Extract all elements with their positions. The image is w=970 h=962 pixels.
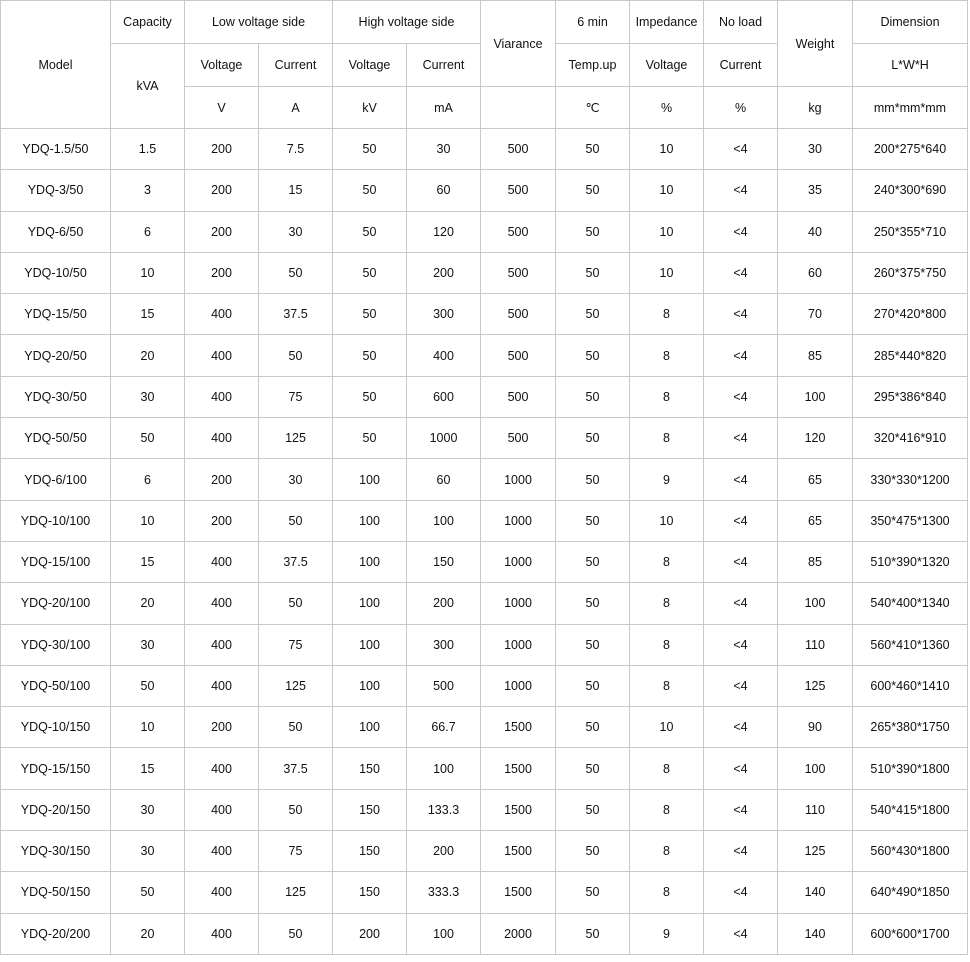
cell-high-current: 600	[407, 376, 481, 417]
cell-temp-up: 50	[556, 624, 630, 665]
cell-variance: 500	[481, 376, 556, 417]
cell-temp-up: 50	[556, 129, 630, 170]
cell-temp-up: 50	[556, 335, 630, 376]
cell-high-voltage: 100	[333, 500, 407, 541]
table-row	[1, 500, 968, 541]
cell-high-current: 200	[407, 831, 481, 872]
table-row	[1, 583, 968, 624]
cell-no-load-current: <4	[704, 459, 778, 500]
table-row	[1, 170, 968, 211]
cell-low-voltage: 200	[185, 211, 259, 252]
cell-low-voltage: 200	[185, 129, 259, 170]
cell-no-load-current: <4	[704, 418, 778, 459]
header-temp-line1: 6 min	[556, 1, 630, 44]
header-temp-unit: ℃	[556, 87, 630, 129]
cell-low-current: 50	[259, 913, 333, 954]
cell-temp-up: 50	[556, 418, 630, 459]
cell-dimension: 200*275*640	[853, 129, 968, 170]
cell-low-voltage: 400	[185, 376, 259, 417]
table-row	[1, 211, 968, 252]
cell-model: YDQ-3/50	[1, 170, 111, 211]
cell-low-current: 125	[259, 418, 333, 459]
cell-low-current: 30	[259, 459, 333, 500]
cell-capacity: 10	[111, 252, 185, 293]
cell-impedance: 8	[630, 872, 704, 913]
cell-low-voltage: 200	[185, 459, 259, 500]
cell-capacity: 30	[111, 376, 185, 417]
cell-weight: 65	[778, 500, 853, 541]
cell-dimension: 510*390*1320	[853, 541, 968, 582]
cell-low-current: 30	[259, 211, 333, 252]
cell-low-voltage: 400	[185, 418, 259, 459]
cell-dimension: 285*440*820	[853, 335, 968, 376]
header-capacity-unit: kVA	[111, 44, 185, 129]
cell-impedance: 10	[630, 129, 704, 170]
header-high-voltage-side: High voltage side	[333, 1, 481, 44]
cell-low-current: 15	[259, 170, 333, 211]
header-model: Model	[1, 1, 111, 129]
cell-variance: 1000	[481, 665, 556, 706]
cell-model: YDQ-15/150	[1, 748, 111, 789]
cell-temp-up: 50	[556, 913, 630, 954]
header-impedance-line1: Impedance	[630, 1, 704, 44]
cell-impedance: 10	[630, 707, 704, 748]
cell-high-voltage: 50	[333, 376, 407, 417]
cell-dimension: 330*330*1200	[853, 459, 968, 500]
cell-high-current: 300	[407, 624, 481, 665]
cell-high-voltage: 50	[333, 252, 407, 293]
table-row	[1, 624, 968, 665]
cell-weight: 85	[778, 541, 853, 582]
cell-low-current: 75	[259, 831, 333, 872]
cell-capacity: 1.5	[111, 129, 185, 170]
cell-model: YDQ-30/150	[1, 831, 111, 872]
cell-high-current: 200	[407, 583, 481, 624]
cell-low-current: 37.5	[259, 541, 333, 582]
table-row	[1, 789, 968, 830]
cell-model: YDQ-6/50	[1, 211, 111, 252]
cell-low-current: 50	[259, 335, 333, 376]
cell-variance: 500	[481, 170, 556, 211]
cell-capacity: 50	[111, 872, 185, 913]
cell-capacity: 30	[111, 624, 185, 665]
cell-low-current: 37.5	[259, 294, 333, 335]
cell-variance: 500	[481, 252, 556, 293]
header-noload-unit: %	[704, 87, 778, 129]
table-row	[1, 459, 968, 500]
cell-high-current: 400	[407, 335, 481, 376]
cell-high-voltage: 100	[333, 665, 407, 706]
cell-temp-up: 50	[556, 170, 630, 211]
cell-no-load-current: <4	[704, 748, 778, 789]
cell-high-current: 100	[407, 913, 481, 954]
header-low-voltage-side: Low voltage side	[185, 1, 333, 44]
cell-temp-up: 50	[556, 252, 630, 293]
cell-temp-up: 50	[556, 748, 630, 789]
cell-impedance: 8	[630, 831, 704, 872]
cell-dimension: 265*380*1750	[853, 707, 968, 748]
header-dimension-unit: mm*mm*mm	[853, 87, 968, 129]
cell-weight: 40	[778, 211, 853, 252]
cell-variance: 1000	[481, 624, 556, 665]
cell-variance: 2000	[481, 913, 556, 954]
cell-impedance: 8	[630, 789, 704, 830]
cell-high-voltage: 150	[333, 831, 407, 872]
cell-low-current: 125	[259, 665, 333, 706]
cell-impedance: 8	[630, 376, 704, 417]
cell-variance: 1500	[481, 872, 556, 913]
cell-weight: 85	[778, 335, 853, 376]
cell-impedance: 8	[630, 748, 704, 789]
header-noload-line1: No load	[704, 1, 778, 44]
header-temp-line2: Temp.up	[556, 44, 630, 87]
header-noload-line2: Current	[704, 44, 778, 87]
cell-high-current: 100	[407, 748, 481, 789]
table-row	[1, 418, 968, 459]
cell-low-voltage: 400	[185, 541, 259, 582]
cell-no-load-current: <4	[704, 129, 778, 170]
cell-dimension: 240*300*690	[853, 170, 968, 211]
cell-dimension: 320*416*910	[853, 418, 968, 459]
cell-low-voltage: 400	[185, 913, 259, 954]
cell-model: YDQ-1.5/50	[1, 129, 111, 170]
cell-no-load-current: <4	[704, 707, 778, 748]
cell-variance: 500	[481, 418, 556, 459]
cell-dimension: 600*600*1700	[853, 913, 968, 954]
cell-weight: 125	[778, 831, 853, 872]
table-body	[1, 129, 968, 955]
cell-model: YDQ-10/100	[1, 500, 111, 541]
cell-low-current: 7.5	[259, 129, 333, 170]
cell-low-current: 50	[259, 583, 333, 624]
cell-dimension: 540*400*1340	[853, 583, 968, 624]
cell-temp-up: 50	[556, 294, 630, 335]
cell-low-voltage: 400	[185, 335, 259, 376]
cell-capacity: 50	[111, 418, 185, 459]
cell-model: YDQ-6/100	[1, 459, 111, 500]
cell-model: YDQ-30/100	[1, 624, 111, 665]
cell-capacity: 20	[111, 913, 185, 954]
table-row	[1, 335, 968, 376]
cell-impedance: 8	[630, 335, 704, 376]
cell-capacity: 50	[111, 665, 185, 706]
cell-high-voltage: 50	[333, 129, 407, 170]
cell-high-voltage: 200	[333, 913, 407, 954]
cell-no-load-current: <4	[704, 541, 778, 582]
header-weight: Weight	[778, 1, 853, 87]
cell-impedance: 8	[630, 583, 704, 624]
header-high-voltage-unit: kV	[333, 87, 407, 129]
table-row	[1, 913, 968, 954]
table-row	[1, 665, 968, 706]
cell-dimension: 640*490*1850	[853, 872, 968, 913]
cell-low-voltage: 400	[185, 872, 259, 913]
header-low-voltage: Voltage	[185, 44, 259, 87]
cell-dimension: 270*420*800	[853, 294, 968, 335]
cell-low-voltage: 200	[185, 252, 259, 293]
cell-high-voltage: 150	[333, 872, 407, 913]
cell-temp-up: 50	[556, 500, 630, 541]
cell-variance: 500	[481, 129, 556, 170]
cell-model: YDQ-10/150	[1, 707, 111, 748]
cell-low-current: 37.5	[259, 748, 333, 789]
header-dimension-line2: L*W*H	[853, 44, 968, 87]
cell-dimension: 510*390*1800	[853, 748, 968, 789]
cell-capacity: 30	[111, 789, 185, 830]
cell-dimension: 560*430*1800	[853, 831, 968, 872]
cell-variance: 1000	[481, 541, 556, 582]
cell-weight: 90	[778, 707, 853, 748]
table-row	[1, 707, 968, 748]
header-high-current-unit: mA	[407, 87, 481, 129]
cell-weight: 65	[778, 459, 853, 500]
cell-impedance: 8	[630, 541, 704, 582]
header-high-current: Current	[407, 44, 481, 87]
cell-capacity: 20	[111, 335, 185, 376]
header-row-1	[1, 1, 968, 44]
cell-variance: 1000	[481, 459, 556, 500]
cell-capacity: 15	[111, 748, 185, 789]
cell-high-current: 100	[407, 500, 481, 541]
cell-capacity: 3	[111, 170, 185, 211]
table-row	[1, 294, 968, 335]
cell-no-load-current: <4	[704, 294, 778, 335]
table-row	[1, 831, 968, 872]
header-impedance-line2: Voltage	[630, 44, 704, 87]
cell-model: YDQ-20/50	[1, 335, 111, 376]
cell-high-voltage: 100	[333, 459, 407, 500]
cell-model: YDQ-20/200	[1, 913, 111, 954]
cell-high-voltage: 150	[333, 789, 407, 830]
header-weight-unit: kg	[778, 87, 853, 129]
cell-variance: 1500	[481, 707, 556, 748]
header-variance: Viarance	[481, 1, 556, 87]
cell-model: YDQ-20/100	[1, 583, 111, 624]
cell-no-load-current: <4	[704, 913, 778, 954]
cell-model: YDQ-20/150	[1, 789, 111, 830]
cell-temp-up: 50	[556, 211, 630, 252]
cell-no-load-current: <4	[704, 211, 778, 252]
header-low-current-unit: A	[259, 87, 333, 129]
cell-capacity: 30	[111, 831, 185, 872]
cell-high-voltage: 50	[333, 170, 407, 211]
cell-low-voltage: 400	[185, 294, 259, 335]
cell-capacity: 6	[111, 459, 185, 500]
cell-impedance: 9	[630, 459, 704, 500]
cell-temp-up: 50	[556, 541, 630, 582]
cell-high-current: 66.7	[407, 707, 481, 748]
cell-low-voltage: 400	[185, 748, 259, 789]
cell-impedance: 9	[630, 913, 704, 954]
cell-weight: 100	[778, 748, 853, 789]
cell-low-current: 50	[259, 707, 333, 748]
cell-variance: 500	[481, 294, 556, 335]
cell-no-load-current: <4	[704, 583, 778, 624]
cell-weight: 100	[778, 583, 853, 624]
cell-impedance: 8	[630, 418, 704, 459]
cell-no-load-current: <4	[704, 872, 778, 913]
cell-impedance: 8	[630, 665, 704, 706]
header-dimension: Dimension	[853, 1, 968, 44]
cell-weight: 110	[778, 624, 853, 665]
cell-low-voltage: 400	[185, 583, 259, 624]
cell-impedance: 8	[630, 294, 704, 335]
cell-model: YDQ-30/50	[1, 376, 111, 417]
cell-temp-up: 50	[556, 707, 630, 748]
cell-no-load-current: <4	[704, 252, 778, 293]
header-impedance-unit: %	[630, 87, 704, 129]
cell-no-load-current: <4	[704, 624, 778, 665]
cell-high-current: 333.3	[407, 872, 481, 913]
cell-temp-up: 50	[556, 665, 630, 706]
cell-impedance: 10	[630, 211, 704, 252]
cell-temp-up: 50	[556, 459, 630, 500]
table-row	[1, 252, 968, 293]
cell-high-current: 150	[407, 541, 481, 582]
cell-variance: 1000	[481, 583, 556, 624]
cell-dimension: 350*475*1300	[853, 500, 968, 541]
cell-weight: 60	[778, 252, 853, 293]
cell-variance: 1500	[481, 789, 556, 830]
cell-high-voltage: 50	[333, 335, 407, 376]
cell-no-load-current: <4	[704, 665, 778, 706]
table-row	[1, 541, 968, 582]
cell-no-load-current: <4	[704, 376, 778, 417]
cell-no-load-current: <4	[704, 335, 778, 376]
cell-high-voltage: 50	[333, 418, 407, 459]
cell-low-current: 75	[259, 376, 333, 417]
cell-low-current: 50	[259, 252, 333, 293]
cell-high-voltage: 150	[333, 748, 407, 789]
header-variance-unit	[481, 87, 556, 129]
cell-low-current: 125	[259, 872, 333, 913]
cell-high-voltage: 50	[333, 294, 407, 335]
cell-impedance: 10	[630, 170, 704, 211]
cell-weight: 35	[778, 170, 853, 211]
cell-model: YDQ-15/100	[1, 541, 111, 582]
cell-variance: 500	[481, 211, 556, 252]
cell-high-current: 60	[407, 459, 481, 500]
cell-dimension: 295*386*840	[853, 376, 968, 417]
cell-model: YDQ-50/150	[1, 872, 111, 913]
cell-dimension: 250*355*710	[853, 211, 968, 252]
cell-high-current: 133.3	[407, 789, 481, 830]
cell-low-voltage: 200	[185, 500, 259, 541]
cell-weight: 100	[778, 376, 853, 417]
cell-high-voltage: 100	[333, 541, 407, 582]
cell-impedance: 8	[630, 624, 704, 665]
cell-high-voltage: 100	[333, 707, 407, 748]
header-high-voltage: Voltage	[333, 44, 407, 87]
cell-high-current: 30	[407, 129, 481, 170]
cell-weight: 30	[778, 129, 853, 170]
table-row	[1, 872, 968, 913]
cell-weight: 70	[778, 294, 853, 335]
cell-model: YDQ-50/50	[1, 418, 111, 459]
cell-no-load-current: <4	[704, 170, 778, 211]
cell-impedance: 10	[630, 252, 704, 293]
header-low-current: Current	[259, 44, 333, 87]
cell-low-current: 50	[259, 789, 333, 830]
cell-high-voltage: 100	[333, 624, 407, 665]
cell-model: YDQ-10/50	[1, 252, 111, 293]
cell-weight: 140	[778, 872, 853, 913]
cell-capacity: 10	[111, 500, 185, 541]
cell-no-load-current: <4	[704, 789, 778, 830]
cell-high-current: 200	[407, 252, 481, 293]
table-row	[1, 748, 968, 789]
cell-low-voltage: 400	[185, 624, 259, 665]
cell-capacity: 15	[111, 541, 185, 582]
cell-dimension: 540*415*1800	[853, 789, 968, 830]
cell-temp-up: 50	[556, 583, 630, 624]
cell-capacity: 20	[111, 583, 185, 624]
cell-temp-up: 50	[556, 789, 630, 830]
cell-temp-up: 50	[556, 831, 630, 872]
cell-low-voltage: 400	[185, 665, 259, 706]
cell-dimension: 600*460*1410	[853, 665, 968, 706]
cell-high-current: 1000	[407, 418, 481, 459]
cell-variance: 1000	[481, 500, 556, 541]
cell-low-voltage: 400	[185, 789, 259, 830]
cell-dimension: 260*375*750	[853, 252, 968, 293]
cell-low-voltage: 200	[185, 707, 259, 748]
header-low-voltage-unit: V	[185, 87, 259, 129]
cell-weight: 120	[778, 418, 853, 459]
cell-low-voltage: 200	[185, 170, 259, 211]
cell-high-voltage: 100	[333, 583, 407, 624]
cell-high-current: 60	[407, 170, 481, 211]
cell-variance: 1500	[481, 831, 556, 872]
cell-temp-up: 50	[556, 376, 630, 417]
cell-capacity: 15	[111, 294, 185, 335]
cell-model: YDQ-50/100	[1, 665, 111, 706]
header-capacity: Capacity	[111, 1, 185, 44]
cell-model: YDQ-15/50	[1, 294, 111, 335]
cell-capacity: 10	[111, 707, 185, 748]
cell-high-current: 500	[407, 665, 481, 706]
cell-weight: 125	[778, 665, 853, 706]
cell-weight: 110	[778, 789, 853, 830]
table-row	[1, 129, 968, 170]
cell-low-voltage: 400	[185, 831, 259, 872]
cell-low-current: 50	[259, 500, 333, 541]
cell-temp-up: 50	[556, 872, 630, 913]
cell-high-voltage: 50	[333, 211, 407, 252]
cell-dimension: 560*410*1360	[853, 624, 968, 665]
cell-variance: 500	[481, 335, 556, 376]
table-row	[1, 376, 968, 417]
cell-variance: 1500	[481, 748, 556, 789]
cell-capacity: 6	[111, 211, 185, 252]
cell-no-load-current: <4	[704, 831, 778, 872]
cell-high-current: 120	[407, 211, 481, 252]
cell-no-load-current: <4	[704, 500, 778, 541]
cell-high-current: 300	[407, 294, 481, 335]
cell-impedance: 10	[630, 500, 704, 541]
table-header	[1, 1, 968, 129]
cell-weight: 140	[778, 913, 853, 954]
cell-low-current: 75	[259, 624, 333, 665]
